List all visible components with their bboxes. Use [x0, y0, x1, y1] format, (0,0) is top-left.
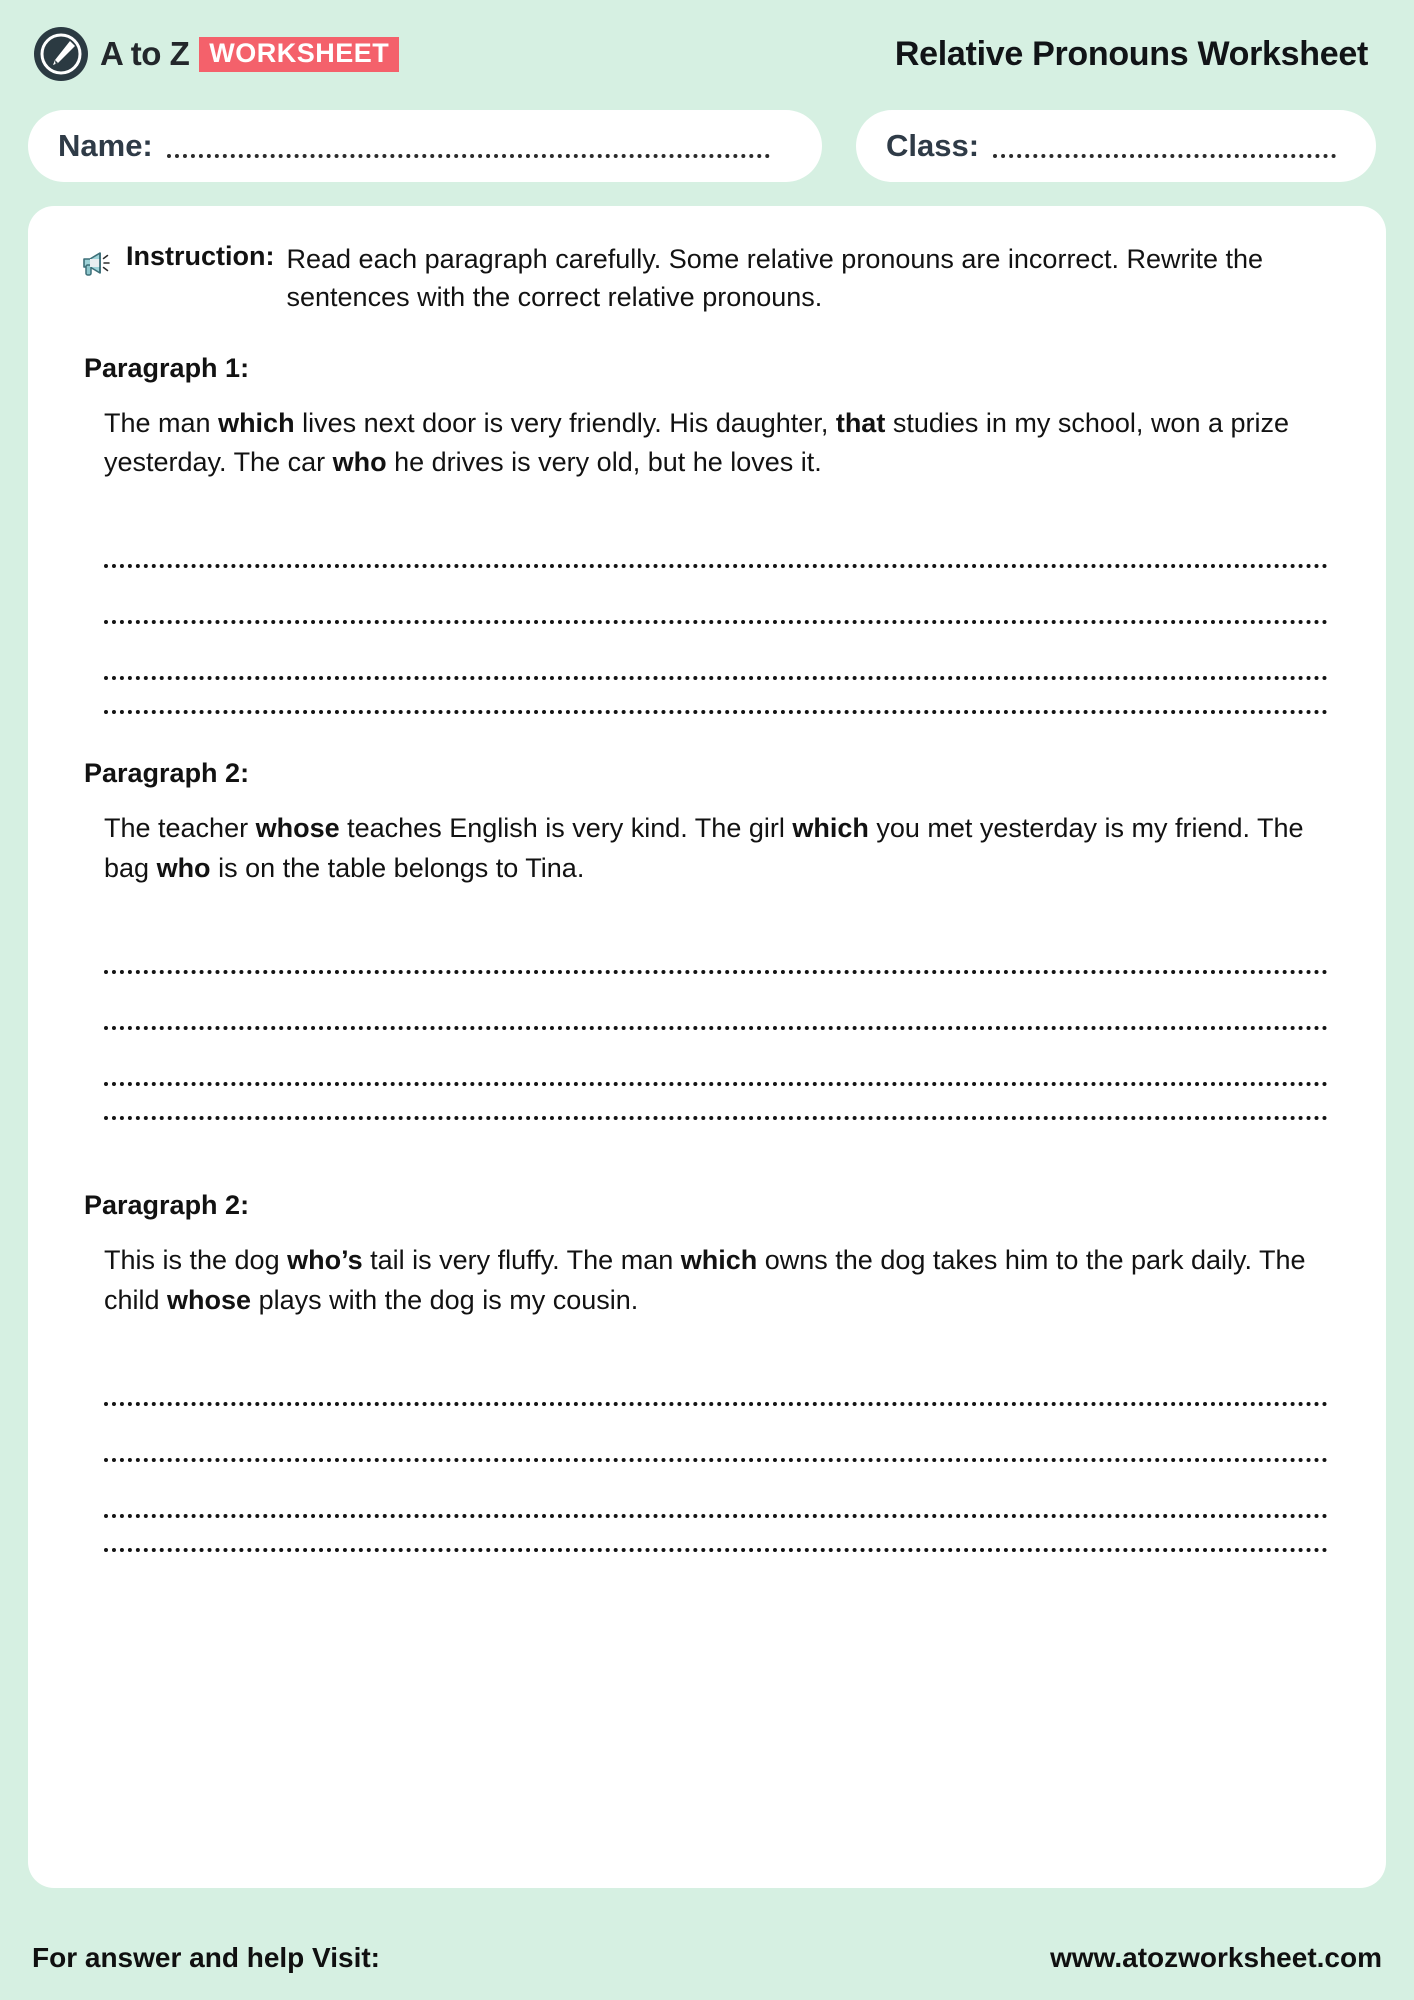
paragraph-text-segment: teaches English is very kind. The girl	[339, 813, 793, 844]
page-footer	[28, 1942, 1386, 1974]
paragraph-text	[72, 809, 1342, 888]
paragraph-text-segment: studies in my school, won a prize yesterday. The car	[104, 407, 1290, 478]
instruction-label: Instruction:	[126, 241, 275, 271]
name-input-line[interactable]	[167, 154, 770, 158]
answer-line[interactable]	[104, 1086, 1328, 1120]
answer-line[interactable]	[104, 1350, 1328, 1406]
megaphone-icon	[80, 246, 114, 280]
paragraph-container	[72, 353, 1342, 1552]
paragraph-text	[72, 404, 1342, 483]
paragraph-text-segment: The man	[104, 407, 219, 438]
highlighted-pronoun: whose	[167, 1284, 252, 1315]
highlighted-pronoun: who’s	[287, 1245, 363, 1276]
instruction-block	[72, 240, 1342, 317]
page-header	[28, 0, 1386, 108]
pen-in-circle-icon	[34, 27, 88, 81]
student-info-row	[28, 110, 1386, 182]
instruction-text: Read each paragraph carefully. Some relative pronouns are incorrect. Rewrite the sentences with the correct relative pronouns.	[286, 244, 1264, 313]
highlighted-pronoun: that	[835, 407, 886, 438]
answer-line[interactable]	[104, 974, 1328, 1030]
paragraph-heading: Paragraph 1:	[84, 352, 250, 383]
page-title: Relative Pronouns Worksheet	[894, 34, 1368, 73]
paragraph-text-segment: tail is very fluffy. The man	[362, 1245, 681, 1276]
paragraph-text-segment: he drives is very old, but he loves it.	[386, 447, 822, 478]
paragraph-text-segment: you met yesterday is my friend. The bag	[104, 813, 1304, 883]
answer-lines	[72, 918, 1342, 1120]
paragraph-text-segment: This is the dog	[104, 1245, 288, 1276]
paragraph-block	[72, 353, 1342, 715]
answer-line[interactable]	[104, 1518, 1328, 1552]
answer-line[interactable]	[104, 512, 1328, 568]
highlighted-pronoun: which	[218, 407, 295, 438]
answer-line[interactable]	[104, 624, 1328, 680]
paragraph-text-segment: plays with the dog is my cousin.	[251, 1284, 639, 1315]
highlighted-pronoun: whose	[255, 813, 340, 844]
answer-line[interactable]	[104, 568, 1328, 624]
class-label: Class:	[886, 128, 980, 163]
answer-line[interactable]	[104, 1462, 1328, 1518]
highlighted-pronoun: which	[680, 1245, 758, 1276]
class-field[interactable]	[856, 110, 1376, 182]
paragraph-text-segment: The teacher	[104, 813, 256, 844]
brand-badge: WORKSHEET	[199, 37, 399, 72]
name-label: Name:	[58, 128, 153, 163]
paragraph-text-segment: owns the dog takes him to the park daily. The child	[104, 1245, 1306, 1315]
brand-logo	[34, 27, 399, 81]
highlighted-pronoun: who	[156, 852, 211, 883]
paragraph-text-segment: lives next door is very friendly. His daughter,	[294, 407, 836, 438]
paragraph-text	[72, 1241, 1342, 1320]
paragraph-block	[72, 1190, 1342, 1552]
brand-name: A to Z	[100, 35, 190, 72]
paragraph-heading: Paragraph 2:	[84, 758, 250, 789]
name-field[interactable]	[28, 110, 822, 182]
answer-lines	[72, 512, 1342, 714]
footer-website-link[interactable]: www.atozworksheet.com	[1050, 1942, 1382, 1973]
answer-lines	[72, 1350, 1342, 1552]
class-input-line[interactable]	[993, 154, 1336, 158]
paragraph-block	[72, 758, 1342, 1120]
worksheet-card	[28, 206, 1386, 1888]
highlighted-pronoun: who	[332, 447, 387, 478]
paragraph-text-segment: is on the table belongs to Tina.	[210, 852, 585, 883]
footer-help-text: For answer and help Visit:	[32, 1942, 381, 1973]
answer-line[interactable]	[104, 1406, 1328, 1462]
answer-line[interactable]	[104, 1030, 1328, 1086]
paragraph-heading: Paragraph 2:	[84, 1190, 250, 1221]
highlighted-pronoun: which	[792, 813, 869, 844]
answer-line[interactable]	[104, 680, 1328, 714]
answer-line[interactable]	[104, 918, 1328, 974]
